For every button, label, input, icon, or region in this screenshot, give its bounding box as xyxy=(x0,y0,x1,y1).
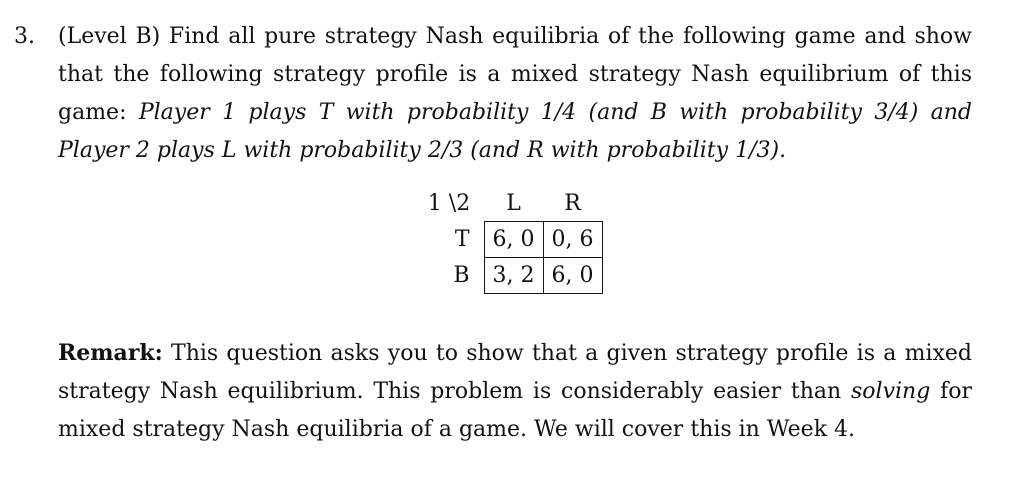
remark-label: Remark: xyxy=(58,340,163,366)
remark-line-2 xyxy=(58,373,972,411)
row-header-T: T xyxy=(454,227,470,252)
payoff-header-row xyxy=(418,186,602,222)
row-header-B: B xyxy=(453,263,470,288)
column-header-L: L xyxy=(506,191,521,216)
payoff-cell-BL: 3, 2 xyxy=(484,258,543,294)
question-line-3 xyxy=(58,94,972,132)
remark-line-2-after: for xyxy=(940,379,972,404)
problem-number: 3. xyxy=(14,24,35,49)
payoff-row-T xyxy=(418,222,602,258)
corner-label: 1 \2 xyxy=(427,191,471,217)
payoff-cell-TL: 6, 0 xyxy=(484,222,543,258)
payoff-matrix xyxy=(418,186,603,294)
payoff-cell-BR: 6, 0 xyxy=(543,258,602,294)
remark-line-2-before: strategy Nash equilibrium. This problem is considerably easier than xyxy=(58,379,842,404)
payoff-cell-TR: 0, 6 xyxy=(543,222,602,258)
question-text xyxy=(58,18,972,170)
payoff-row-B xyxy=(418,258,602,294)
remark-text xyxy=(58,334,972,449)
question-line-2: that the following strategy profile is a mixed strategy Nash equilibrium of this xyxy=(58,62,972,87)
question-line-1: (Level B) Find all pure strategy Nash equilibria of the following game and show xyxy=(58,24,972,49)
remark-line-1 xyxy=(58,334,972,373)
payoff-table xyxy=(418,186,603,294)
question-line-4 xyxy=(58,132,972,170)
remark-line-2-italic: solving xyxy=(851,379,931,404)
remark-line-3: mixed strategy Nash equilibria of a game. We will cover this in Week 4. xyxy=(58,417,856,442)
column-header-R: R xyxy=(564,191,581,216)
question-line-4-italic: Player 2 plays L with probability 2/3 (and R with probability 1/3). xyxy=(58,138,787,163)
question-line-3-normal: game: xyxy=(58,100,127,125)
question-line-3-italic: Player 1 plays T with probability 1/4 (and B with probability 3/4) and xyxy=(138,100,973,125)
remark-line-1-text: This question asks you to show that a given strategy profile is a mixed xyxy=(171,341,972,366)
